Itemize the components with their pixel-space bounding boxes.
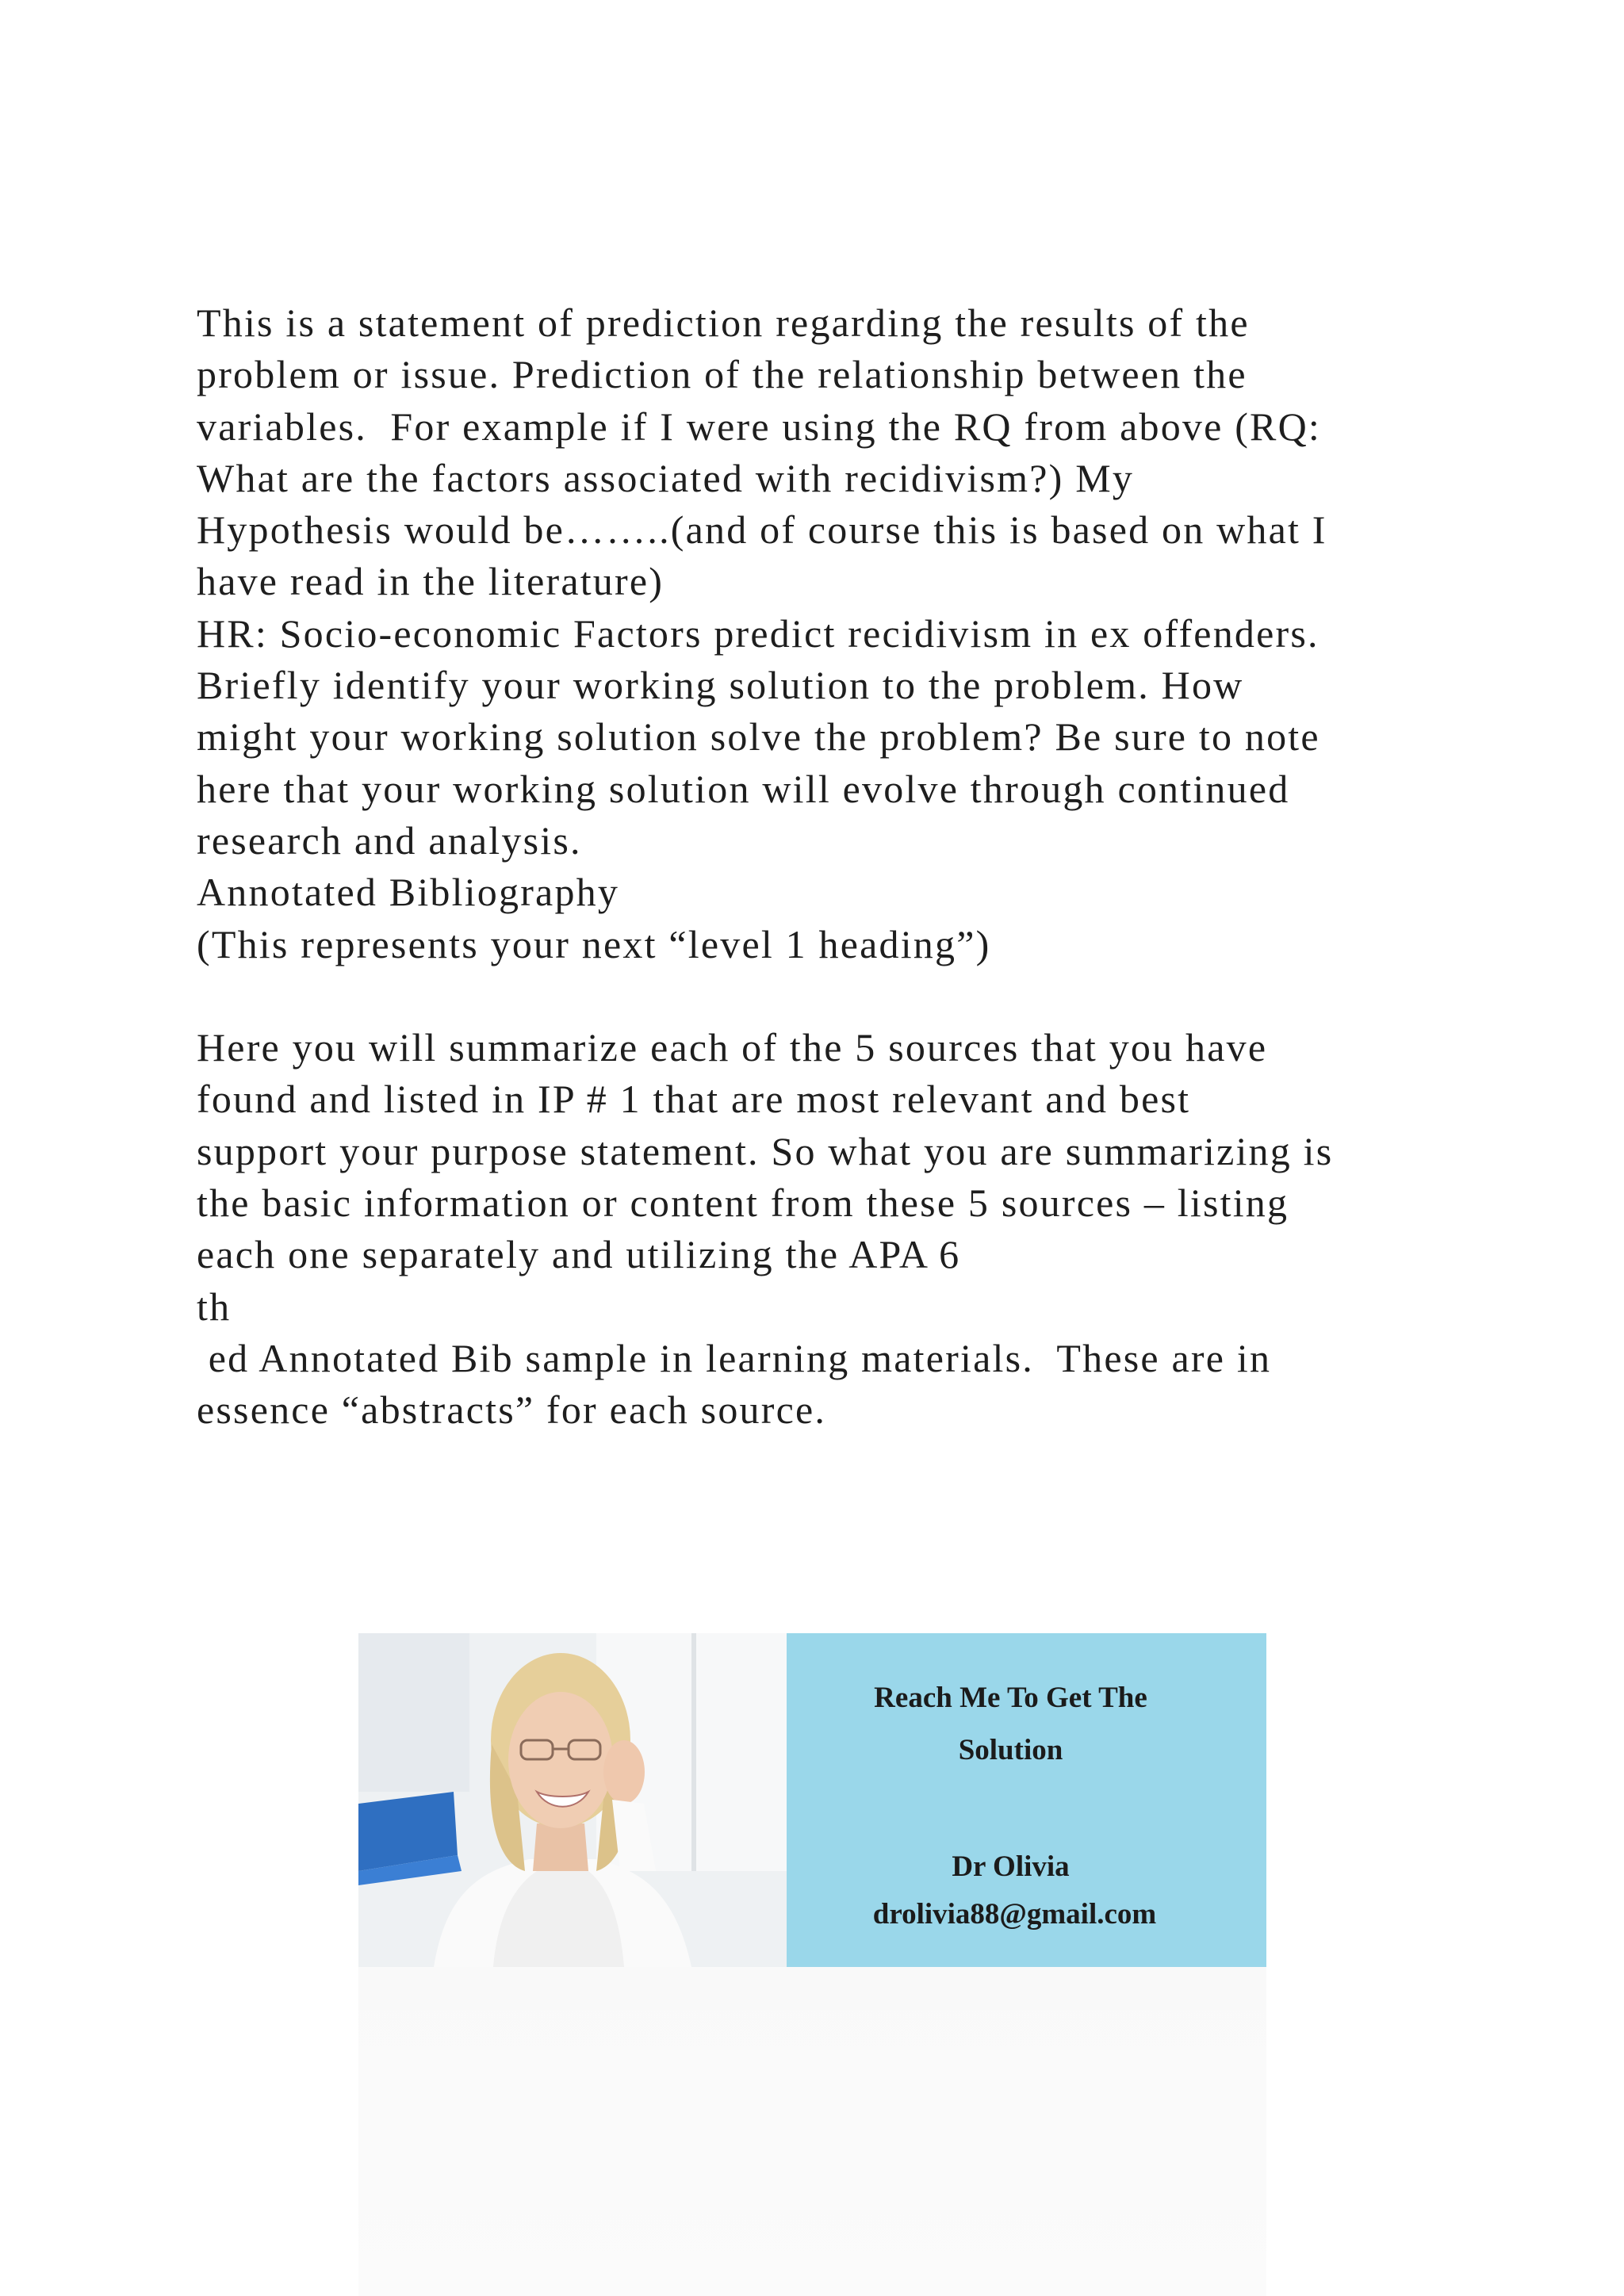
ad-heading-line-1: Reach Me To Get The <box>874 1682 1147 1714</box>
ad-heading-line-2: Solution <box>958 1734 1063 1766</box>
text-line: problem or issue. Prediction of the relationship between the <box>197 352 1247 397</box>
text-line: research and analysis. <box>197 817 582 863</box>
text-line: here that your working solution will evolve through continued <box>197 766 1290 811</box>
text-line: HR: Socio-economic Factors predict recidivism in ex offenders. <box>197 610 1320 656</box>
heading-note: (This represents your next “level 1 heading”) <box>197 921 991 966</box>
text-line: ed Annotated Bib sample in learning materials. These are in <box>197 1335 1272 1380</box>
contact-ad-banner[interactable] <box>358 1633 1266 1967</box>
text-line: support your purpose statement. So what you are summarizing is <box>197 1128 1334 1173</box>
text-line: Here you will summarize each of the 5 sources that you have <box>197 1025 1268 1070</box>
contact-email[interactable]: drolivia88@gmail.com <box>872 1898 1157 1931</box>
blank-line <box>197 970 1465 1022</box>
document-body <box>197 297 1465 1437</box>
text-line: This is a statement of prediction regarding the results of the <box>197 300 1250 345</box>
section-heading: Annotated Bibliography <box>197 870 620 915</box>
text-line: th <box>197 1284 232 1329</box>
contact-name: Dr Olivia <box>952 1850 1070 1883</box>
text-line: might your working solution solve the problem? Be sure to note <box>197 714 1320 760</box>
faded-image-area <box>358 1967 1266 2296</box>
text-line: each one separately and utilizing the APA 6 <box>197 1232 961 1277</box>
text-line: Briefly identify your working solution to the problem. How <box>197 663 1244 708</box>
person-photo <box>358 1633 787 1967</box>
contact-panel <box>787 1633 1266 1967</box>
text-line: have read in the literature) <box>197 559 665 604</box>
text-line: What are the factors associated with recidivism?) My <box>197 455 1135 500</box>
text-line: variables. For example if I were using the RQ from above (RQ: <box>197 404 1321 449</box>
text-line: found and listed in IP # 1 that are most relevant and best <box>197 1077 1191 1122</box>
text-line: essence “abstracts” for each source. <box>197 1387 827 1433</box>
text-line: the basic information or content from these 5 sources – listing <box>197 1181 1289 1226</box>
text-line: Hypothesis would be……..(and of course this is based on what I <box>197 507 1327 553</box>
